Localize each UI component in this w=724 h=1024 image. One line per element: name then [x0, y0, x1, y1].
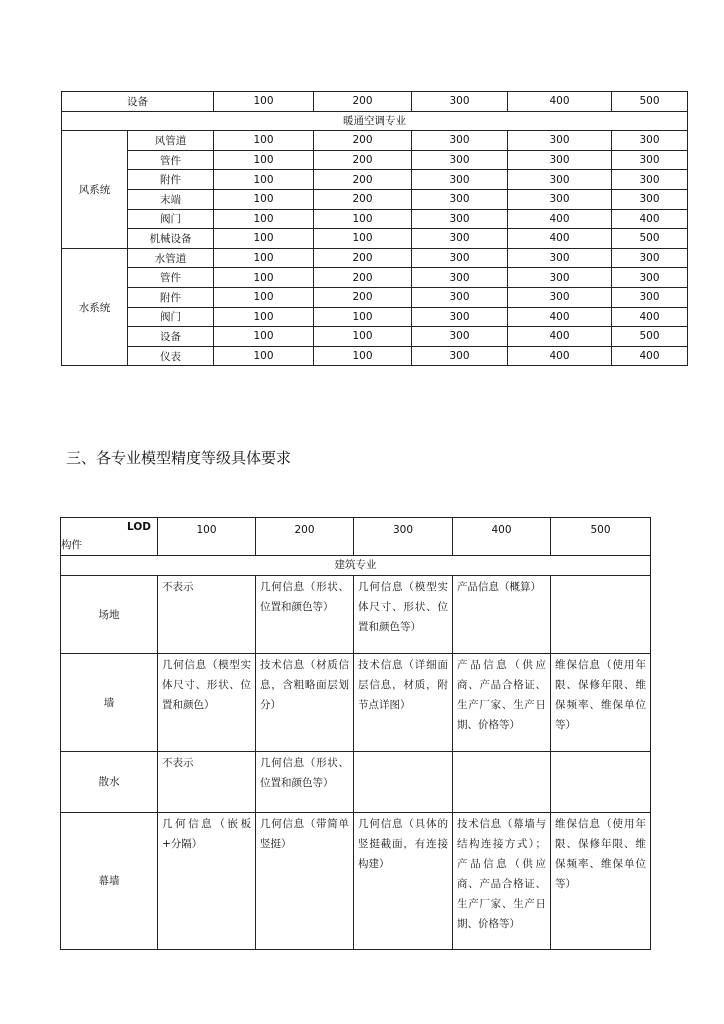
value-cell: 300	[412, 346, 508, 366]
table-row	[62, 248, 688, 268]
component-name: 幕墙	[61, 813, 158, 950]
group-label: 水系统	[62, 248, 128, 366]
value-cell: 300	[412, 209, 508, 229]
value-cell: 100	[214, 209, 314, 229]
item-label: 风管道	[128, 131, 214, 151]
item-label: 附件	[128, 170, 214, 190]
value-cell: 300	[412, 170, 508, 190]
value-cell: 300	[612, 131, 688, 151]
item-label: 水管道	[128, 248, 214, 268]
header-cell: 200	[314, 92, 412, 112]
requirement-cell: 几何信息（模型实体尺寸、形状、位置和颜色）	[158, 654, 256, 752]
table-row	[62, 170, 688, 190]
requirement-cell: 几何信息（嵌板+分隔）	[158, 813, 256, 950]
value-cell: 100	[214, 229, 314, 249]
item-label: 机械设备	[128, 229, 214, 249]
architecture-lod-table	[60, 517, 651, 950]
value-cell: 100	[314, 346, 412, 366]
item-label: 附件	[128, 287, 214, 307]
section-title: 建筑专业	[61, 556, 651, 576]
requirement-cell: 维保信息（使用年限、保修年限、维保频率、维保单位等）	[551, 654, 651, 752]
table-row	[62, 327, 688, 347]
value-cell: 300	[412, 327, 508, 347]
value-cell: 300	[412, 131, 508, 151]
requirement-cell: 产品信息（概算）	[453, 576, 551, 654]
header-cell: 500	[612, 92, 688, 112]
requirement-cell: 不表示	[158, 752, 256, 813]
value-cell: 100	[314, 307, 412, 327]
value-cell: 100	[214, 287, 314, 307]
header-cell: 设备	[62, 92, 214, 112]
requirement-cell: 几何信息（形状、位置和颜色等）	[256, 752, 354, 813]
requirement-cell	[551, 752, 651, 813]
value-cell: 100	[214, 307, 314, 327]
level-header: 400	[453, 518, 551, 556]
level-header: 300	[354, 518, 453, 556]
requirement-cell: 不表示	[158, 576, 256, 654]
requirement-cell: 几何信息（带简单竖挺）	[256, 813, 354, 950]
level-header: 100	[158, 518, 256, 556]
value-cell: 200	[314, 268, 412, 288]
value-cell: 300	[508, 268, 612, 288]
value-cell: 100	[314, 229, 412, 249]
table-row	[62, 346, 688, 366]
table-row	[62, 307, 688, 327]
value-cell: 100	[214, 268, 314, 288]
table-row	[61, 813, 651, 950]
value-cell: 200	[314, 131, 412, 151]
value-cell: 200	[314, 150, 412, 170]
table-row	[62, 209, 688, 229]
item-label: 末端	[128, 189, 214, 209]
level-header: 200	[256, 518, 354, 556]
value-cell: 100	[214, 346, 314, 366]
requirement-cell	[453, 752, 551, 813]
requirement-cell: 技术信息（幕墙与结构连接方式）；产品信息（供应商、产品合格证、生产厂家、生产日期、价格等）	[453, 813, 551, 950]
value-cell: 400	[508, 307, 612, 327]
value-cell: 300	[412, 248, 508, 268]
component-name: 墙	[61, 654, 158, 752]
item-label: 管件	[128, 150, 214, 170]
value-cell: 300	[412, 189, 508, 209]
section-row	[62, 111, 688, 131]
value-cell: 400	[612, 346, 688, 366]
table-row	[62, 150, 688, 170]
value-cell: 100	[314, 327, 412, 347]
lod-label: LOD	[127, 521, 151, 533]
section-heading: 三、各专业模型精度等级具体要求	[66, 449, 292, 467]
requirement-cell: 产品信息（供应商、产品合格证、生产厂家、生产日期、价格等）	[453, 654, 551, 752]
group-label: 风系统	[62, 131, 128, 249]
value-cell: 300	[508, 131, 612, 151]
requirement-cell: 几何信息（形状、位置和颜色等）	[256, 576, 354, 654]
item-label: 阀门	[128, 209, 214, 229]
value-cell: 100	[214, 150, 314, 170]
value-cell: 100	[214, 170, 314, 190]
value-cell: 300	[612, 150, 688, 170]
value-cell: 200	[314, 287, 412, 307]
value-cell: 300	[508, 287, 612, 307]
value-cell: 300	[612, 189, 688, 209]
value-cell: 200	[314, 189, 412, 209]
value-cell: 300	[412, 287, 508, 307]
value-cell: 300	[612, 248, 688, 268]
value-cell: 300	[412, 229, 508, 249]
header-cell: 100	[214, 92, 314, 112]
requirement-cell: 几何信息（模型实体尺寸、形状、位置和颜色等）	[354, 576, 453, 654]
value-cell: 400	[612, 209, 688, 229]
value-cell: 100	[214, 248, 314, 268]
table-row	[62, 268, 688, 288]
table-row	[61, 654, 651, 752]
header-cell: 400	[508, 92, 612, 112]
header-cell: 300	[412, 92, 508, 112]
section-row	[61, 556, 651, 576]
item-label: 阀门	[128, 307, 214, 327]
value-cell: 100	[314, 209, 412, 229]
table-header-row	[61, 518, 651, 556]
hvac-lod-table	[61, 91, 688, 366]
item-label: 仪表	[128, 346, 214, 366]
table-row	[61, 576, 651, 654]
value-cell: 300	[612, 287, 688, 307]
component-label: 构件	[61, 539, 82, 551]
corner-header-cell	[61, 518, 158, 556]
requirement-cell: 技术信息（材质信息，含粗略面层划分）	[256, 654, 354, 752]
item-label: 管件	[128, 268, 214, 288]
value-cell: 400	[508, 209, 612, 229]
component-name: 散水	[61, 752, 158, 813]
requirement-cell	[354, 752, 453, 813]
value-cell: 300	[612, 268, 688, 288]
value-cell: 500	[612, 229, 688, 249]
value-cell: 100	[214, 131, 314, 151]
section-title: 暖通空调专业	[62, 111, 688, 131]
component-name: 场地	[61, 576, 158, 654]
value-cell: 300	[508, 170, 612, 190]
requirement-cell	[551, 576, 651, 654]
table-row	[62, 131, 688, 151]
value-cell: 300	[508, 248, 612, 268]
value-cell: 400	[612, 307, 688, 327]
value-cell: 400	[508, 327, 612, 347]
value-cell: 300	[508, 189, 612, 209]
value-cell: 300	[612, 170, 688, 190]
value-cell: 300	[412, 150, 508, 170]
value-cell: 200	[314, 170, 412, 190]
value-cell: 300	[508, 150, 612, 170]
value-cell: 300	[412, 268, 508, 288]
table-header-row	[62, 92, 688, 112]
value-cell: 300	[412, 307, 508, 327]
table-row	[62, 229, 688, 249]
requirement-cell: 维保信息（使用年限、保修年限、维保频率、维保单位等）	[551, 813, 651, 950]
level-header: 500	[551, 518, 651, 556]
value-cell: 400	[508, 229, 612, 249]
table-row	[61, 752, 651, 813]
value-cell: 100	[214, 189, 314, 209]
table-row	[62, 189, 688, 209]
value-cell: 100	[214, 327, 314, 347]
item-label: 设备	[128, 327, 214, 347]
value-cell: 500	[612, 327, 688, 347]
requirement-cell: 技术信息（详细面层信息，材质，附节点详图）	[354, 654, 453, 752]
value-cell: 200	[314, 248, 412, 268]
table-row	[62, 287, 688, 307]
value-cell: 400	[508, 346, 612, 366]
requirement-cell: 几何信息（具体的竖挺截面，有连接构建）	[354, 813, 453, 950]
